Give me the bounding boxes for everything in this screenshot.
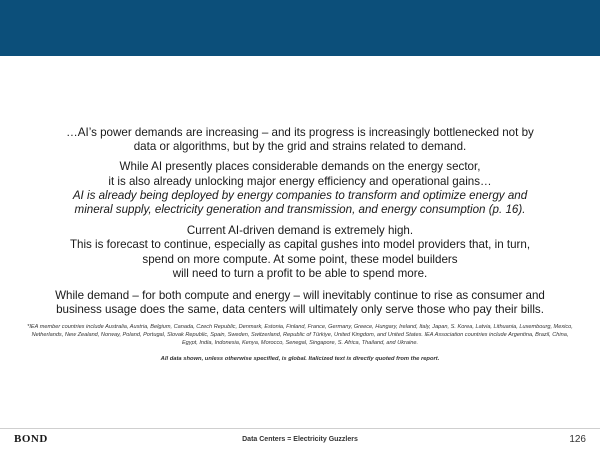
text-line: it is also already unlocking major energy efficiency and operational gains…: [108, 174, 492, 188]
text-line: While AI presently places considerable demands on the energy sector,: [119, 160, 481, 174]
data-note: All data shown, unless otherwise specified, is global. Italicized text is directly quoted from the report.: [160, 356, 440, 363]
header-band: [0, 0, 600, 56]
text-line: will need to turn a profit to be able to spend more.: [172, 266, 428, 280]
text-line: spend on more compute. At some point, these model builders: [142, 252, 458, 266]
conclusion-paragraph: [6, 289, 594, 317]
text-line: Current AI-driven demand is extremely high.: [186, 224, 414, 238]
slide-body: [6, 126, 594, 362]
footnote-line: Netherlands, New Zealand, Norway, Poland, Portugal, Slovak Republic, Spain, Sweden, Switzerland, Republic of Türkiye, United Kingdom, and United States. IEA Association countries include Argentina, Brazil, China,: [31, 332, 569, 339]
quoted-text-line: mineral supply, electricity generation and transmission, and energy consumption (p. 16).: [74, 203, 526, 217]
footnote: [6, 323, 594, 347]
text-line: While demand – for both compute and energy – will inevitably continue to rise as consumer and: [55, 289, 545, 303]
text-line: This is forecast to continue, especially as capital gushes into model providers that, in turn,: [69, 238, 531, 252]
text-line: business usage does the same, data centers will ultimately only serve those who pay their bills.: [56, 303, 544, 317]
text-line: …AI’s power demands are increasing – and its progress is increasingly bottlenecked not by: [66, 126, 534, 139]
demand-paragraph: [6, 224, 594, 281]
text-line: data or algorithms, but by the grid and strains related to demand.: [133, 140, 467, 154]
efficiency-paragraph: [6, 160, 594, 217]
footnote-line: Egypt, India, Indonesia, Kenya, Morocco, Senegal, Singapore, S. Africa, Thailand, and Ukraine.: [181, 340, 419, 347]
bond-logo: BOND: [14, 433, 48, 445]
intro-paragraph: [6, 126, 594, 154]
footer-title: Data Centers = Electricity Guzzlers: [242, 436, 358, 443]
footnote-line: *IEA member countries include Australia, Austria, Belgium, Canada, Czech Republic, Denmark, Estonia, Finland, France, Germany, Greece, Hungary, Ireland, Italy, Japan, S. Korea, Latvia, Lithuania, Luxembourg, Mexico,: [27, 324, 573, 331]
quoted-text-line: AI is already being deployed by energy companies to transform and optimize energy and: [72, 188, 528, 202]
footer-divider: [0, 428, 600, 429]
page-number: 126: [569, 434, 586, 445]
